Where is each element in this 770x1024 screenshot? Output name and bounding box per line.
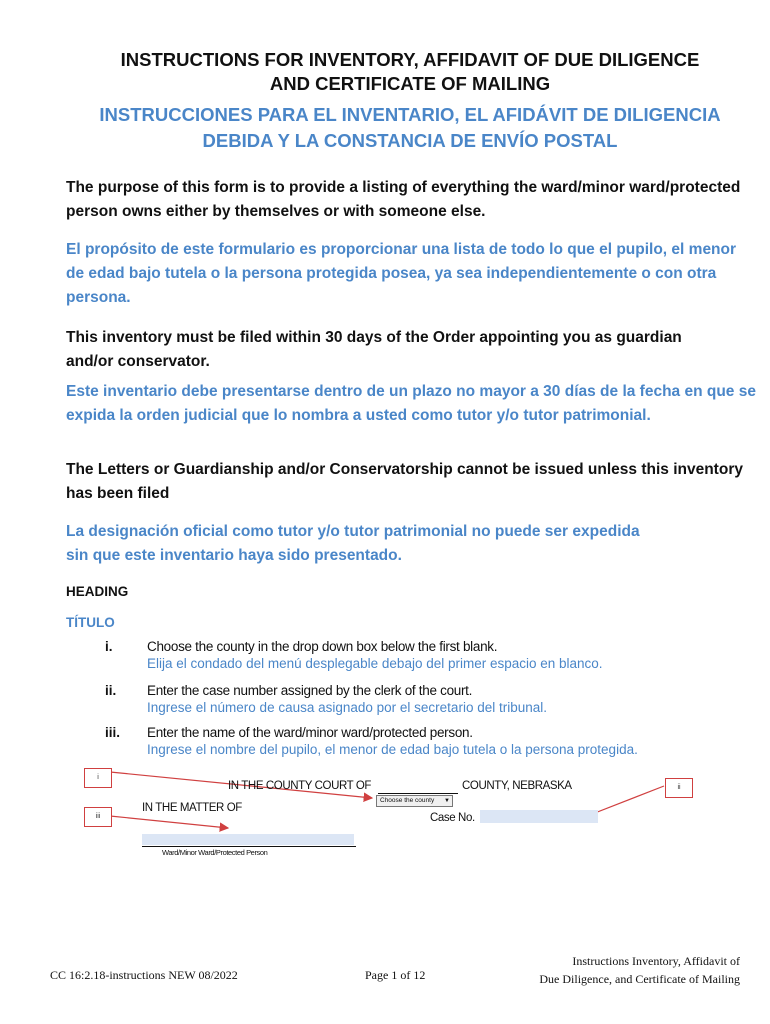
title-line-2: AND CERTIFICATE OF MAILING bbox=[269, 73, 551, 94]
matter-of-text: IN THE MATTER OF bbox=[142, 802, 242, 814]
purpose-paragraph-en: The purpose of this form is to provide a listing of everything the ward/minor ward/protected person owns either by themselves or with someone else. bbox=[66, 179, 741, 220]
footer-form-code: CC 16:2.18-instructions NEW 08/2022 bbox=[50, 968, 238, 982]
step-text-es: Elija el condado del menú desplegable debajo del primer espacio en blanco. bbox=[147, 656, 603, 671]
county-blank bbox=[378, 793, 458, 794]
step-text-en: Enter the name of the ward/minor ward/protected person. bbox=[147, 725, 473, 740]
step-number: ii. bbox=[105, 683, 117, 698]
ward-name-field[interactable] bbox=[142, 834, 354, 845]
case-no-label: Case No. bbox=[430, 812, 475, 824]
ward-name-line bbox=[142, 846, 356, 847]
deadline-paragraph-es: Este inventario debe presentarse dentro de un plazo no mayor a 30 días de la fecha en que se expida la orden judicial que lo nombra a usted como tutor y/o tutor patrimonial. bbox=[66, 383, 756, 424]
section-heading-en: HEADING bbox=[66, 584, 129, 599]
purpose-paragraph-es: El propósito de este formulario es proporcionar una lista de todo lo que el pupilo, el menor de edad bajo tutela o la persona protegida posea, ya sea independientemente o con otra persona. bbox=[66, 241, 737, 306]
footer-page-number: Page 1 of 12 bbox=[365, 968, 426, 982]
step-number: i. bbox=[105, 639, 113, 654]
arrow-iii bbox=[110, 816, 228, 828]
chevron-down-icon: ▼ bbox=[444, 798, 450, 804]
ward-name-caption: Ward/Minor Ward/Protected Person bbox=[162, 848, 268, 857]
step-text-es: Ingrese el número de causa asignado por el secretario del tribunal. bbox=[147, 700, 547, 715]
step-text-en: Enter the case number assigned by the clerk of the court. bbox=[147, 683, 473, 698]
letters-paragraph-es: La designación oficial como tutor y/o tutor patrimonial no puede ser expedida sin que este inventario haya sido presentado. bbox=[66, 523, 640, 564]
footer-title-line-2: Due Diligence, and Certificate of Mailing bbox=[539, 972, 740, 986]
case-number-field[interactable] bbox=[480, 810, 598, 823]
page-title-spanish bbox=[40, 102, 770, 154]
footer-document-title bbox=[500, 952, 740, 988]
callout-arrows bbox=[0, 760, 770, 870]
step-number: iii. bbox=[105, 725, 121, 740]
title-line-1: INSTRUCTIONS FOR INVENTORY, AFFIDAVIT OF DUE DILIGENCE bbox=[120, 49, 700, 70]
footer-title-line-1: Instructions Inventory, Affidavit of bbox=[572, 954, 740, 968]
step-text-es: Ingrese el nombre del pupilo, el menor de edad bajo tutela o la persona protegida. bbox=[147, 742, 638, 757]
title-es-line-1: INSTRUCCIONES PARA EL INVENTARIO, EL AFIDÁVIT DE DILIGENCIA bbox=[99, 104, 721, 125]
section-heading-es: TÍTULO bbox=[66, 615, 115, 630]
page-title-english bbox=[40, 48, 770, 96]
court-prefix-text: IN THE COUNTY COURT OF bbox=[228, 780, 372, 792]
step-text-en: Choose the county in the drop down box below the first blank. bbox=[147, 639, 498, 654]
callout-i: i bbox=[84, 768, 112, 788]
court-suffix-text: COUNTY, NEBRASKA bbox=[462, 780, 572, 792]
dropdown-label: Choose the county bbox=[380, 797, 435, 804]
letters-paragraph-en: The Letters or Guardianship and/or Conservatorship cannot be issued unless this inventory has been filed bbox=[66, 461, 743, 502]
title-es-line-2: DEBIDA Y LA CONSTANCIA DE ENVÍO POSTAL bbox=[202, 130, 618, 151]
county-dropdown[interactable] bbox=[376, 795, 453, 807]
form-example-snippet bbox=[0, 760, 770, 870]
callout-ii: ii bbox=[665, 778, 693, 798]
callout-iii: iii bbox=[84, 807, 112, 827]
deadline-paragraph-en: This inventory must be filed within 30 days of the Order appointing you as guardian and/or conservator. bbox=[66, 329, 682, 370]
